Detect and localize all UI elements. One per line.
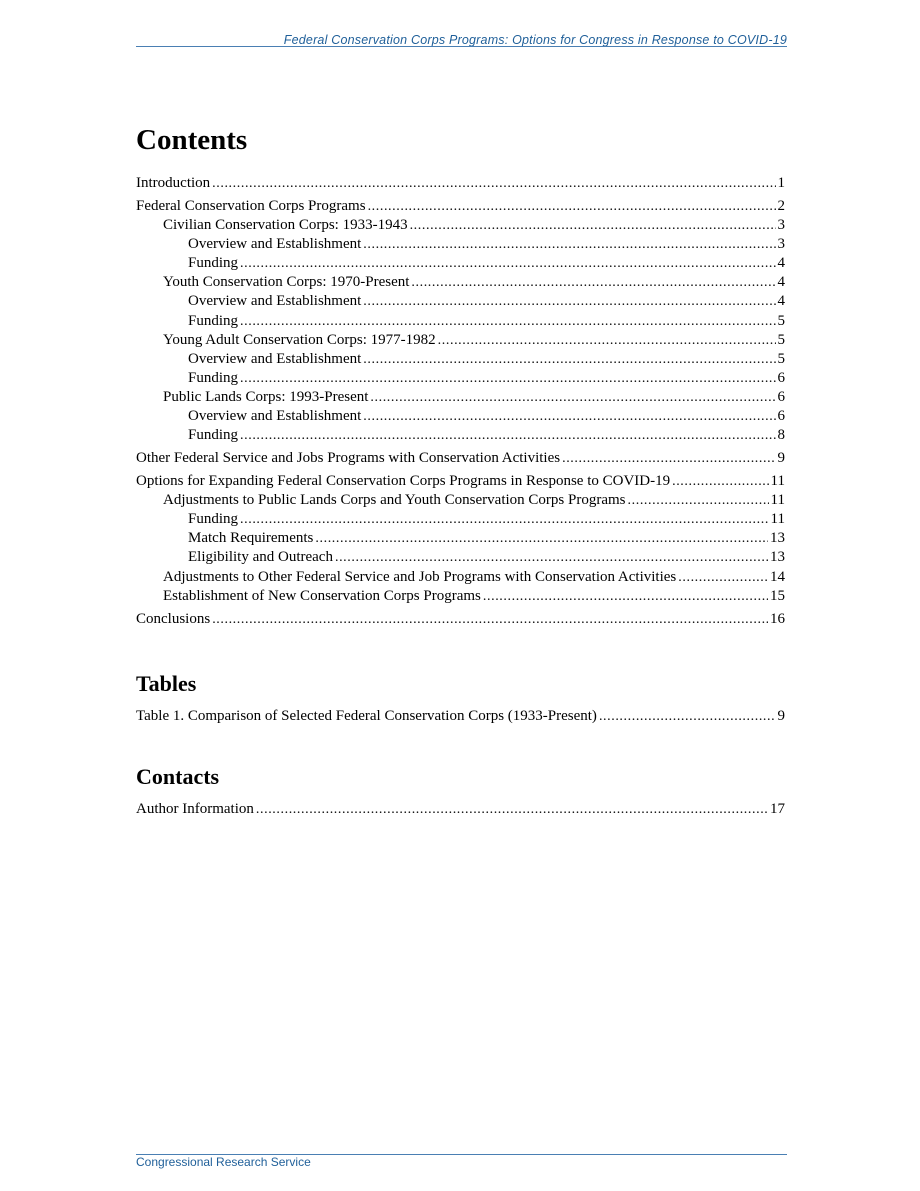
toc-entry-page: 4: [777, 274, 785, 291]
running-header: Federal Conservation Corps Programs: Options for Congress in Response to COVID-19: [283, 33, 787, 47]
toc-entry-page: 3: [777, 236, 785, 253]
toc-entry-page: 9: [777, 708, 785, 724]
dot-leader: [240, 426, 775, 445]
contacts-list: [136, 800, 785, 819]
contents-list: [136, 174, 785, 629]
dot-leader: [599, 707, 776, 726]
dot-leader: [410, 216, 776, 235]
contents-heading: Contents: [136, 124, 248, 156]
toc-entry[interactable]: [136, 292, 785, 311]
toc-entry[interactable]: [136, 369, 785, 388]
toc-entry[interactable]: [136, 510, 785, 529]
toc-entry[interactable]: [136, 610, 785, 629]
dot-leader: [672, 472, 768, 491]
toc-entry-page: 5: [777, 331, 785, 348]
toc-entry-page: 6: [777, 369, 785, 386]
toc-entry-page: 8: [777, 427, 785, 444]
running-footer: Congressional Research Service: [136, 1155, 311, 1169]
toc-entry-page: 13: [770, 549, 785, 566]
toc-entry[interactable]: [136, 426, 785, 445]
toc-entry-page: 14: [770, 568, 785, 585]
toc-entry-title: Funding: [188, 511, 239, 528]
dot-leader: [363, 407, 775, 426]
contacts-heading: Contacts: [136, 764, 220, 789]
toc-entry[interactable]: [136, 273, 785, 292]
toc-entry-page: 6: [777, 388, 785, 405]
toc-entry[interactable]: [136, 707, 785, 726]
toc-entry[interactable]: [136, 407, 785, 426]
toc-entry[interactable]: [136, 800, 785, 819]
toc-entry-page: 2: [777, 197, 785, 214]
toc-entry-page: 16: [770, 610, 785, 627]
dot-leader: [363, 292, 775, 311]
toc-entry-title: Other Federal Service and Jobs Programs with Conservation Activities: [136, 450, 561, 467]
dot-leader: [411, 273, 775, 292]
toc-entry-page: 17: [770, 801, 785, 817]
toc-entry-title: Overview and Establishment: [188, 350, 362, 367]
dot-leader: [370, 388, 775, 407]
toc-entry-page: 5: [777, 312, 785, 329]
toc-entry-title: Public Lands Corps: 1993-Present: [163, 388, 369, 405]
toc-entry-page: 5: [777, 350, 785, 367]
toc-entry-title: Adjustments to Other Federal Service and Job Programs with Conservation Activities: [163, 568, 677, 585]
toc-entry[interactable]: [136, 388, 785, 407]
toc-entry[interactable]: [136, 449, 785, 468]
dot-leader: [562, 449, 775, 468]
toc-entry-title: Adjustments to Public Lands Corps and Youth Conservation Corps Programs: [163, 492, 626, 509]
toc-entry-page: 4: [777, 293, 785, 310]
toc-entry-title: Options for Expanding Federal Conservation Corps Programs in Response to COVID-19: [136, 473, 671, 490]
toc-entry-page: 13: [770, 530, 785, 547]
toc-entry-title: Establishment of New Conservation Corps Programs: [163, 587, 481, 604]
toc-entry[interactable]: [136, 568, 785, 587]
dot-leader: [628, 491, 769, 510]
toc-entry-page: 11: [770, 492, 785, 509]
dot-leader: [212, 610, 768, 629]
dot-leader: [438, 331, 776, 350]
toc-entry[interactable]: [136, 548, 785, 567]
toc-entry-title: Match Requirements: [188, 530, 314, 547]
tables-list: [136, 707, 785, 726]
toc-entry-page: 9: [777, 450, 785, 467]
dot-leader: [315, 529, 768, 548]
dot-leader: [368, 197, 776, 216]
toc-entry-page: 11: [770, 511, 785, 528]
toc-entry-title: Table 1. Comparison of Selected Federal Conservation Corps (1933-Present): [136, 708, 597, 724]
toc-entry[interactable]: [136, 587, 785, 606]
tables-heading: Tables: [136, 671, 197, 696]
toc-entry[interactable]: [136, 254, 785, 273]
toc-entry[interactable]: [136, 235, 785, 254]
toc-entry[interactable]: [136, 529, 785, 548]
toc-entry-title: Overview and Establishment: [188, 293, 362, 310]
dot-leader: [483, 587, 768, 606]
toc-entry-page: 11: [770, 473, 785, 490]
dot-leader: [212, 174, 775, 193]
dot-leader: [363, 235, 775, 254]
toc-entry[interactable]: [136, 197, 785, 216]
dot-leader: [363, 350, 775, 369]
toc-entry-title: Funding: [188, 369, 239, 386]
dot-leader: [240, 369, 775, 388]
toc-entry-title: Funding: [188, 255, 239, 272]
toc-entry[interactable]: [136, 174, 785, 193]
toc-entry[interactable]: [136, 216, 785, 235]
toc-entry-title: Eligibility and Outreach: [188, 549, 333, 566]
dot-leader: [240, 312, 775, 331]
toc-entry[interactable]: [136, 491, 785, 510]
toc-entry-page: 1: [777, 175, 785, 191]
toc-entry[interactable]: [136, 472, 785, 491]
toc-entry-title: Overview and Establishment: [188, 236, 362, 253]
toc-entry-title: Introduction: [136, 175, 211, 191]
toc-entry-title: Young Adult Conservation Corps: 1977-1982: [163, 331, 436, 348]
header-rule: [136, 46, 787, 47]
dot-leader: [256, 800, 768, 819]
toc-entry-title: Author Information: [136, 801, 254, 817]
dot-leader: [335, 548, 768, 567]
toc-entry-page: 4: [777, 255, 785, 272]
dot-leader: [240, 510, 769, 529]
toc-entry[interactable]: [136, 350, 785, 369]
toc-entry-title: Youth Conservation Corps: 1970-Present: [163, 274, 410, 291]
toc-entry-title: Conclusions: [136, 610, 211, 627]
dot-leader: [240, 254, 775, 273]
toc-entry-title: Funding: [188, 312, 239, 329]
toc-entry-title: Funding: [188, 427, 239, 444]
toc-entry-title: Overview and Establishment: [188, 408, 362, 425]
toc-entry-page: 15: [770, 587, 785, 604]
dot-leader: [678, 568, 768, 587]
toc-entry-title: Federal Conservation Corps Programs: [136, 197, 366, 214]
toc-entry-title: Civilian Conservation Corps: 1933-1943: [163, 217, 408, 234]
toc-entry-page: 6: [777, 408, 785, 425]
toc-entry[interactable]: [136, 331, 785, 350]
toc-entry[interactable]: [136, 312, 785, 331]
toc-entry-page: 3: [777, 217, 785, 234]
